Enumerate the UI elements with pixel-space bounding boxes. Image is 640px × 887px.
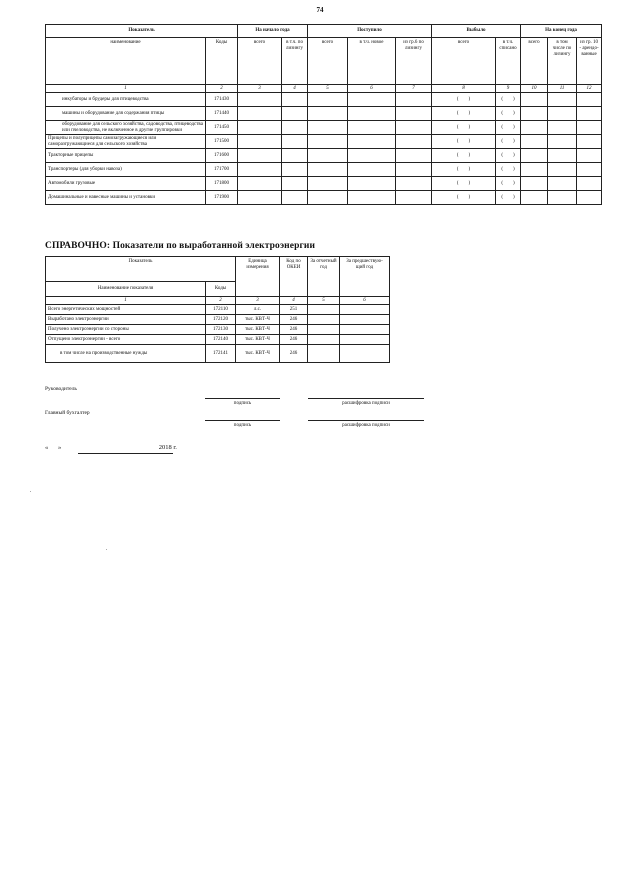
- row-code: 171900: [206, 191, 238, 205]
- row-code: 171600: [206, 149, 238, 163]
- value-cell[interactable]: [577, 149, 602, 163]
- ref-row-code: 172120: [206, 315, 236, 325]
- value-cell[interactable]: [238, 107, 282, 121]
- header-incl-written-off: в т.ч. списано: [496, 38, 521, 85]
- ref-column-number: 4: [280, 297, 308, 305]
- value-cell[interactable]: [577, 107, 602, 121]
- head-signature-line[interactable]: [205, 398, 280, 399]
- value-cell[interactable]: [396, 107, 432, 121]
- value-cell[interactable]: [282, 93, 308, 107]
- ref-column-number: 6: [340, 297, 390, 305]
- value-cell[interactable]: [308, 149, 348, 163]
- table-row: [46, 177, 602, 191]
- accountant-label: Главный бухгалтер: [45, 410, 90, 416]
- row-code: 171440: [206, 107, 238, 121]
- row-name: оборудование для сельского хозяйства, садоводства, птицеводства или пчеловодства, не включенное в другие группировки: [46, 121, 206, 135]
- value-cell[interactable]: [308, 315, 340, 325]
- value-cell[interactable]: [348, 149, 396, 163]
- value-cell[interactable]: [308, 191, 348, 205]
- ref-row-unit: тыс. КВТ-Ч: [236, 335, 280, 345]
- value-cell[interactable]: [521, 149, 548, 163]
- accountant-name-line[interactable]: [308, 420, 424, 421]
- table-row: [46, 135, 602, 149]
- row-name: Транспортеры (для уборки навоза): [46, 163, 206, 177]
- value-cell[interactable]: [308, 121, 348, 135]
- column-number: 5: [308, 85, 348, 93]
- value-cell[interactable]: [548, 107, 577, 121]
- ref-row-unit: тыс. КВТ-Ч: [236, 325, 280, 335]
- value-cell[interactable]: [238, 149, 282, 163]
- value-cell[interactable]: [238, 135, 282, 149]
- value-cell[interactable]: [577, 121, 602, 135]
- column-number: 12: [577, 85, 602, 93]
- header-incl-new: в т.ч. новое: [348, 38, 396, 85]
- ref-row-name: Выработано электроэнергии: [46, 315, 206, 325]
- ref-column-number: 3: [236, 297, 280, 305]
- ref-header-code: Коды: [206, 282, 236, 297]
- value-cell[interactable]: [396, 177, 432, 191]
- scan-speck: [30, 491, 31, 492]
- value-cell[interactable]: [396, 93, 432, 107]
- fixed-assets-table: [45, 24, 602, 205]
- ref-row-name: в том числе на производственные нужды: [46, 345, 206, 363]
- row-code: 171700: [206, 163, 238, 177]
- value-cell[interactable]: [548, 163, 577, 177]
- page-number: 74: [316, 6, 324, 14]
- ref-header-okei: Код по ОКЕИ: [280, 257, 308, 297]
- row-code: 171450: [206, 121, 238, 135]
- column-number: 9: [496, 85, 521, 93]
- value-cell-parenthesized[interactable]: ( ): [496, 191, 521, 205]
- value-cell[interactable]: [308, 93, 348, 107]
- value-cell[interactable]: [238, 191, 282, 205]
- value-cell[interactable]: [521, 177, 548, 191]
- ref-header-indicator: Показатель: [46, 257, 236, 282]
- value-cell-parenthesized[interactable]: ( ): [432, 107, 496, 121]
- column-number: 11: [548, 85, 577, 93]
- value-cell[interactable]: [238, 177, 282, 191]
- row-name: инкубаторы и брудеры для птицеводства: [46, 93, 206, 107]
- column-number: 1: [46, 85, 206, 93]
- header-total: всего: [521, 38, 548, 85]
- value-cell[interactable]: [577, 163, 602, 177]
- ref-row-okei: 246: [280, 315, 308, 325]
- value-cell-parenthesized[interactable]: ( ): [432, 191, 496, 205]
- table-row: [46, 345, 390, 363]
- head-label: Руководитель: [45, 386, 77, 392]
- table-row: [46, 335, 390, 345]
- table-row: [46, 149, 602, 163]
- header-total: всего: [238, 38, 282, 85]
- column-number: 7: [396, 85, 432, 93]
- value-cell[interactable]: [238, 121, 282, 135]
- header-code: Коды: [206, 38, 238, 85]
- value-cell[interactable]: [308, 177, 348, 191]
- ref-row-okei: 251: [280, 305, 308, 315]
- header-end-of-year: На конец года: [521, 25, 602, 38]
- accountant-decode-caption: расшифровка подписи: [342, 423, 390, 428]
- value-cell[interactable]: [348, 121, 396, 135]
- row-name: Автомобили грузовые: [46, 177, 206, 191]
- value-cell[interactable]: [308, 325, 340, 335]
- value-cell[interactable]: [577, 177, 602, 191]
- value-cell[interactable]: [396, 149, 432, 163]
- table-row: [46, 305, 390, 315]
- header-start-of-year: На начало года: [238, 25, 308, 38]
- table-row: [46, 163, 602, 177]
- ref-row-okei: 246: [280, 325, 308, 335]
- value-cell[interactable]: [548, 149, 577, 163]
- column-number: 2: [206, 85, 238, 93]
- row-code: 171500: [206, 135, 238, 149]
- header-from-gr10-rented: из гр. 10 - арендо-ванные: [577, 38, 602, 85]
- value-cell[interactable]: [340, 345, 390, 363]
- ref-row-code: 172140: [206, 335, 236, 345]
- value-cell[interactable]: [577, 191, 602, 205]
- value-cell[interactable]: [238, 163, 282, 177]
- value-cell[interactable]: [548, 177, 577, 191]
- row-name: машины и оборудование для содержания птицы: [46, 107, 206, 121]
- value-cell[interactable]: [282, 177, 308, 191]
- column-number: 10: [521, 85, 548, 93]
- ref-row-name: Отпущено электроэнергии - всего: [46, 335, 206, 345]
- value-cell[interactable]: [396, 163, 432, 177]
- ref-header-name: Наименование показателя: [46, 282, 206, 297]
- row-code: 171800: [206, 177, 238, 191]
- value-cell[interactable]: [308, 163, 348, 177]
- value-cell[interactable]: [308, 135, 348, 149]
- value-cell-parenthesized[interactable]: ( ): [496, 121, 521, 135]
- value-cell[interactable]: [282, 121, 308, 135]
- value-cell[interactable]: [348, 191, 396, 205]
- value-cell[interactable]: [396, 121, 432, 135]
- header-total: всего: [432, 38, 496, 85]
- value-cell-parenthesized[interactable]: ( ): [432, 93, 496, 107]
- value-cell-parenthesized[interactable]: ( ): [432, 121, 496, 135]
- table-row: [46, 107, 602, 121]
- ref-header-unit: Единица измерения: [236, 257, 280, 297]
- header-received: Поступило: [308, 25, 432, 38]
- ref-column-number: 1: [46, 297, 206, 305]
- table-row: [46, 315, 390, 325]
- ref-row-code: 172130: [206, 325, 236, 335]
- ref-column-number: 5: [308, 297, 340, 305]
- header-indicator: Показатель: [46, 25, 238, 38]
- value-cell[interactable]: [396, 191, 432, 205]
- ref-row-okei: 246: [280, 335, 308, 345]
- table-row: [46, 93, 602, 107]
- date-underline[interactable]: [78, 453, 173, 454]
- header-incl-leasing: в т.ч. по лизингу: [282, 38, 308, 85]
- value-cell[interactable]: [396, 135, 432, 149]
- accountant-signature-caption: подпись: [233, 423, 252, 428]
- table-row: [46, 191, 602, 205]
- value-cell[interactable]: [238, 93, 282, 107]
- ref-row-code: 172110: [206, 305, 236, 315]
- value-cell[interactable]: [548, 93, 577, 107]
- column-number: 8: [432, 85, 496, 93]
- ref-row-name: Получено электроэнергии со стороны: [46, 325, 206, 335]
- value-cell[interactable]: [308, 335, 340, 345]
- head-signature-caption: подпись: [233, 401, 252, 406]
- table-row: [46, 325, 390, 335]
- value-cell[interactable]: [348, 135, 396, 149]
- value-cell[interactable]: [348, 107, 396, 121]
- column-number-row: [46, 85, 602, 93]
- value-cell[interactable]: [548, 135, 577, 149]
- value-cell[interactable]: [521, 107, 548, 121]
- value-cell-parenthesized[interactable]: ( ): [432, 163, 496, 177]
- header-disposed: Выбыло: [432, 25, 521, 38]
- value-cell[interactable]: [521, 135, 548, 149]
- value-cell-parenthesized[interactable]: ( ): [496, 177, 521, 191]
- value-cell[interactable]: [282, 191, 308, 205]
- value-cell[interactable]: [521, 191, 548, 205]
- value-cell[interactable]: [521, 163, 548, 177]
- value-cell[interactable]: [282, 135, 308, 149]
- value-cell[interactable]: [521, 121, 548, 135]
- value-cell[interactable]: [577, 135, 602, 149]
- ref-row-unit: тыс. КВТ-Ч: [236, 345, 280, 363]
- value-cell[interactable]: [348, 163, 396, 177]
- value-cell[interactable]: [308, 305, 340, 315]
- ref-column-number: 2: [206, 297, 236, 305]
- value-cell[interactable]: [548, 121, 577, 135]
- row-name: Домашинальные и навесные машины и установки: [46, 191, 206, 205]
- ref-header-reporting-year: За отчетный год: [308, 257, 340, 297]
- value-cell[interactable]: [577, 93, 602, 107]
- ref-row-okei: 246: [280, 345, 308, 363]
- electricity-table: [45, 256, 390, 363]
- value-cell[interactable]: [340, 305, 390, 315]
- value-cell[interactable]: [282, 163, 308, 177]
- ref-row-unit: л.с.: [236, 305, 280, 315]
- value-cell[interactable]: [340, 325, 390, 335]
- header-incl-in-rent: в том числе по лизингу: [548, 38, 577, 85]
- value-cell-parenthesized[interactable]: ( ): [496, 163, 521, 177]
- value-cell[interactable]: [348, 177, 396, 191]
- header-name: наименование: [46, 38, 206, 85]
- header-from-gr6-leasing: из гр.6 по лизингу: [396, 38, 432, 85]
- scan-speck: [106, 549, 107, 550]
- row-code: 171430: [206, 93, 238, 107]
- table-row: [46, 121, 602, 135]
- value-cell[interactable]: [348, 93, 396, 107]
- ref-column-number-row: [46, 297, 390, 305]
- date-line: « » 2018 г.: [45, 444, 177, 451]
- value-cell[interactable]: [308, 345, 340, 363]
- value-cell-parenthesized[interactable]: ( ): [432, 149, 496, 163]
- header-total: всего: [308, 38, 348, 85]
- value-cell[interactable]: [308, 107, 348, 121]
- value-cell[interactable]: [340, 315, 390, 325]
- head-name-line[interactable]: [308, 398, 424, 399]
- value-cell-parenthesized[interactable]: ( ): [496, 135, 521, 149]
- column-number: 3: [238, 85, 282, 93]
- value-cell[interactable]: [282, 149, 308, 163]
- accountant-signature-line[interactable]: [205, 420, 280, 421]
- row-name: Тракторные прицепы: [46, 149, 206, 163]
- ref-header-previous-year: За предшествую-щий год: [340, 257, 390, 297]
- value-cell[interactable]: [282, 107, 308, 121]
- value-cell-parenthesized[interactable]: ( ): [496, 93, 521, 107]
- column-number: 4: [282, 85, 308, 93]
- value-cell-parenthesized[interactable]: ( ): [432, 177, 496, 191]
- value-cell-parenthesized[interactable]: ( ): [496, 149, 521, 163]
- value-cell[interactable]: [548, 191, 577, 205]
- ref-row-code: 172141: [206, 345, 236, 363]
- value-cell-parenthesized[interactable]: ( ): [432, 135, 496, 149]
- head-decode-caption: расшифровка подписи: [342, 401, 390, 406]
- value-cell-parenthesized[interactable]: ( ): [496, 107, 521, 121]
- value-cell[interactable]: [340, 335, 390, 345]
- column-number: 6: [348, 85, 396, 93]
- value-cell[interactable]: [521, 93, 548, 107]
- reference-title: СПРАВОЧНО: Показатели по выработанной электроэнергии: [45, 241, 316, 251]
- ref-row-unit: тыс. КВТ-Ч: [236, 315, 280, 325]
- ref-row-name: Всего энергетических мощностей: [46, 305, 206, 315]
- row-name: Прицепы и полуприцепы самозагружающиеся или саморазгружающиеся для сельского хозяйства: [46, 135, 206, 149]
